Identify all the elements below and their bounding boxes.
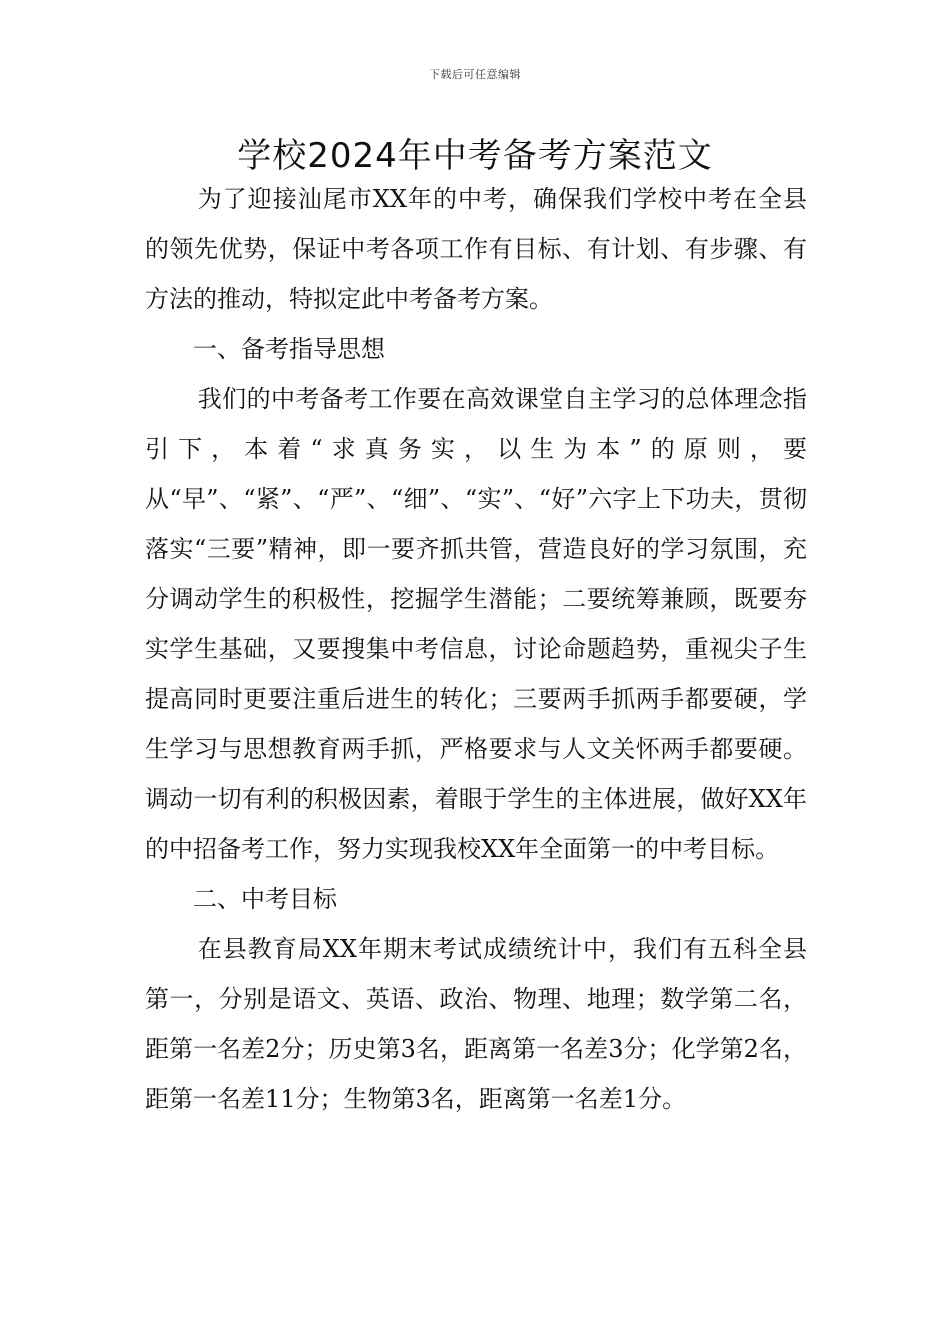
document-body [145, 174, 807, 1124]
section-1-heading: 一、备考指导思想 [193, 335, 385, 363]
document-title: 学校2024年中考备考方案范文 [237, 136, 713, 176]
section-2-heading: 二、中考目标 [193, 885, 337, 913]
header-note: 下载后可任意编辑 [429, 68, 521, 81]
intro-paragraph: 为了迎接汕尾市XX年的中考，确保我们学校中考在全县的领先优势，保证中考各项工作有目标、有计划、有步骤、有方法的推动，特拟定此中考备考方案。 [145, 185, 807, 313]
section-2-paragraph: 在县教育局XX年期末考试成绩统计中，我们有五科全县第一，分别是语文、英语、政治、物理、地理；数学第二名，距第一名差2分；历史第3名，距离第一名差3分；化学第2名，距第一名差11分；生物第3名，距离第一名差1分。 [145, 935, 807, 1113]
section-1-paragraph: 我们的中考备考工作要在高效课堂自主学习的总体理念指引下，本着“求真务实，以生为本”的原则，要从“早”、“紧”、“严”、“细”、“实”、“好”六字上下功夫，贯彻落实“三要”精神，即一要齐抓共管，营造良好的学习氛围，充分调动学生的积极性，挖掘学生潜能；二要统筹兼顾，既要夯实学生基础，又要搜集中考信息，讨论命题趋势，重视尖子生提高同时更要注重后进生的转化；三要两手抓两手都要硬，学生学习与思想教育两手抓，严格要求与人文关怀两手都要硬。调动一切有利的积极因素，着眼于学生的主体进展，做好XX年的中招备考工作，努力实现我校XX年全面第一的中考目标。 [145, 385, 807, 863]
